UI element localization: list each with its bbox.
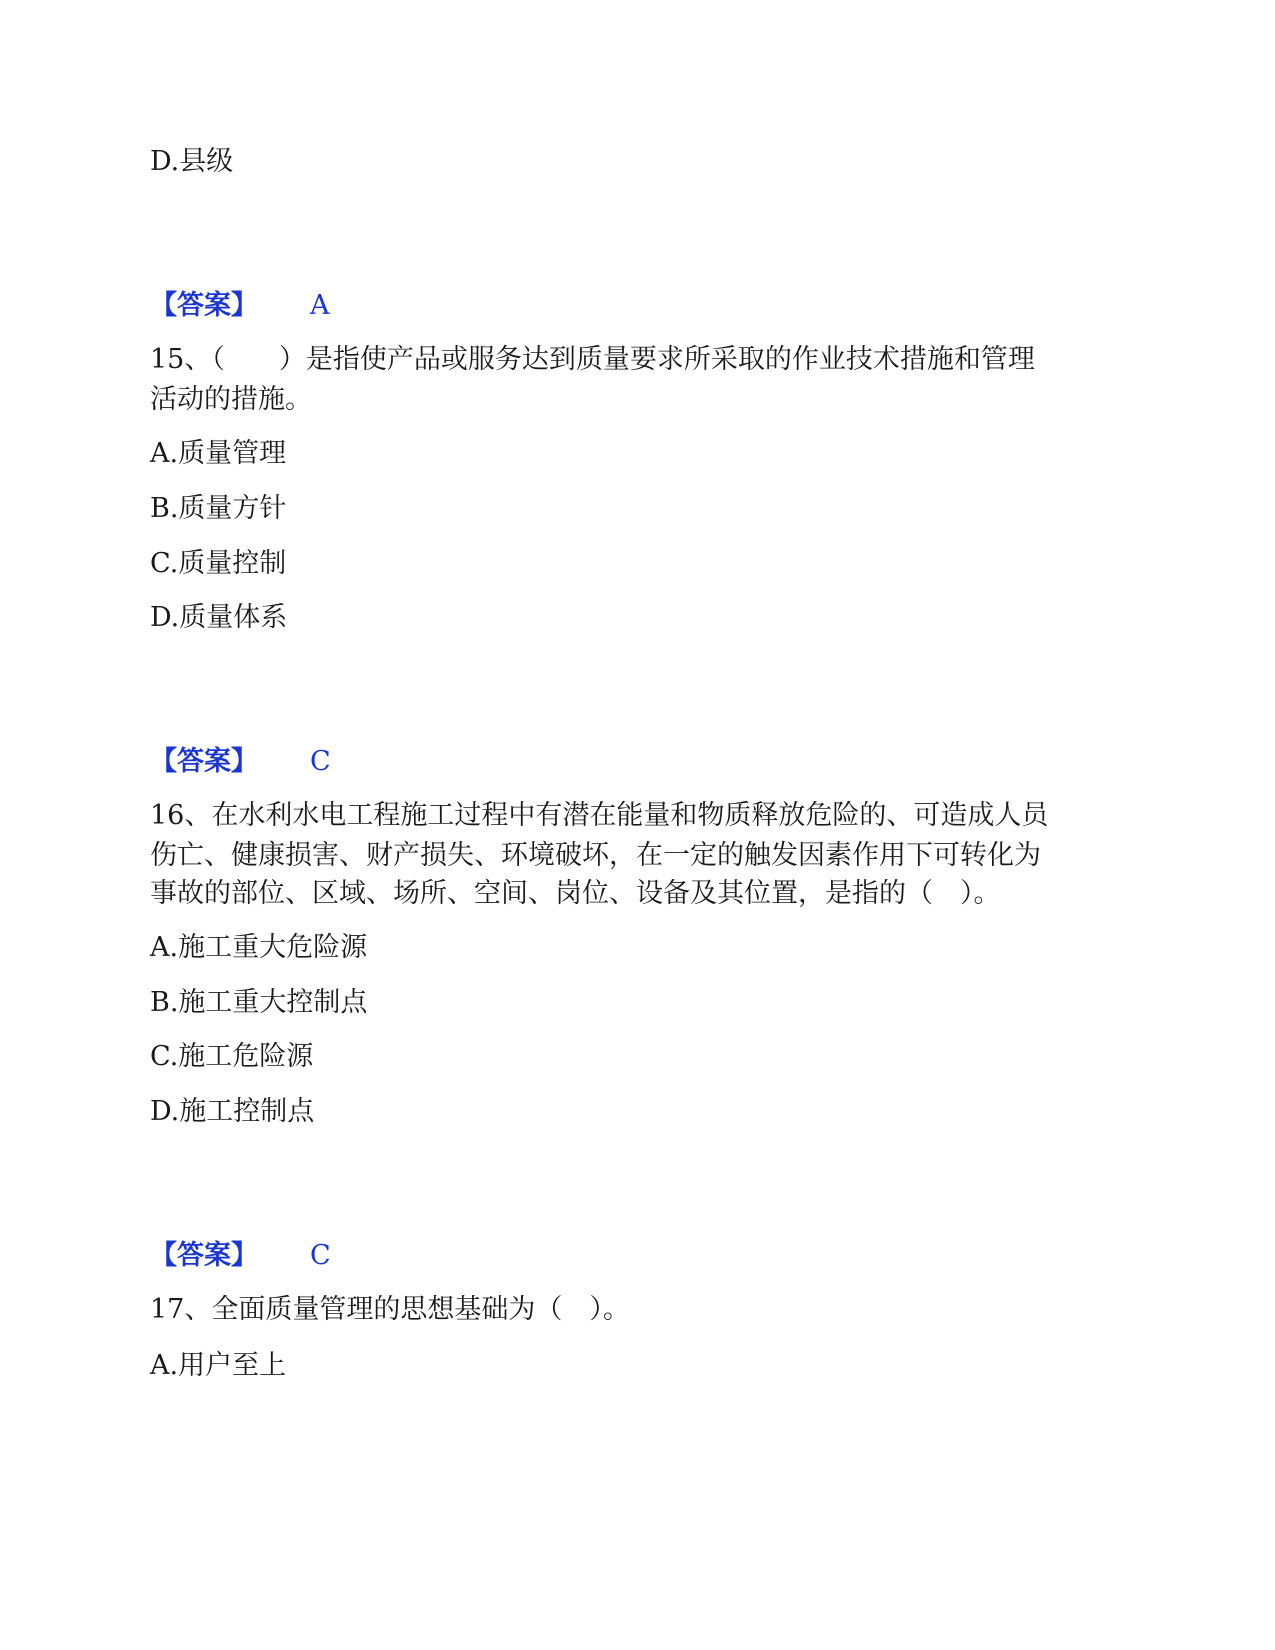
q16-stem-line3: 事故的部位、区域、场所、空间、岗位、设备及其位置，是指的（ ）。 xyxy=(150,878,1001,909)
q16-option-c: C.施工危险源 xyxy=(150,1041,314,1072)
answer-label: 【答案】 xyxy=(150,746,258,777)
answer-label: 【答案】 xyxy=(150,290,258,321)
q16-option-a: A.施工重大危险源 xyxy=(150,932,368,963)
q15-answer xyxy=(150,742,331,782)
q17-option-a: A.用户至上 xyxy=(150,1350,287,1381)
answer-label: 【答案】 xyxy=(150,1240,258,1271)
answer-letter: C xyxy=(310,746,331,777)
q14-answer xyxy=(150,286,330,326)
q15-option-d: D.质量体系 xyxy=(150,602,288,633)
q14-option-d: D.县级 xyxy=(150,146,234,177)
answer-letter: C xyxy=(310,1240,331,1271)
q16-answer xyxy=(150,1236,331,1276)
q16-stem-line1: 16、在水利水电工程施工过程中有潜在能量和物质释放危险的、可造成人员 xyxy=(150,800,1049,831)
answer-letter: A xyxy=(310,290,330,321)
q15-option-a: A.质量管理 xyxy=(150,438,287,469)
q15-stem-line2: 活动的措施。 xyxy=(150,384,312,415)
q15-option-c: C.质量控制 xyxy=(150,548,287,579)
q17-stem-line1: 17、全面质量管理的思想基础为（ ）。 xyxy=(150,1294,630,1325)
q16-stem-line2: 伤亡、健康损害、财产损失、环境破坏，在一定的触发因素作用下可转化为 xyxy=(150,840,1041,871)
q15-option-b: B.质量方针 xyxy=(150,493,287,524)
q15-stem-line1: 15、（ ）是指使产品或服务达到质量要求所采取的作业技术措施和管理 xyxy=(150,344,1035,375)
q16-option-b: B.施工重大控制点 xyxy=(150,987,368,1018)
q16-option-d: D.施工控制点 xyxy=(150,1096,315,1127)
